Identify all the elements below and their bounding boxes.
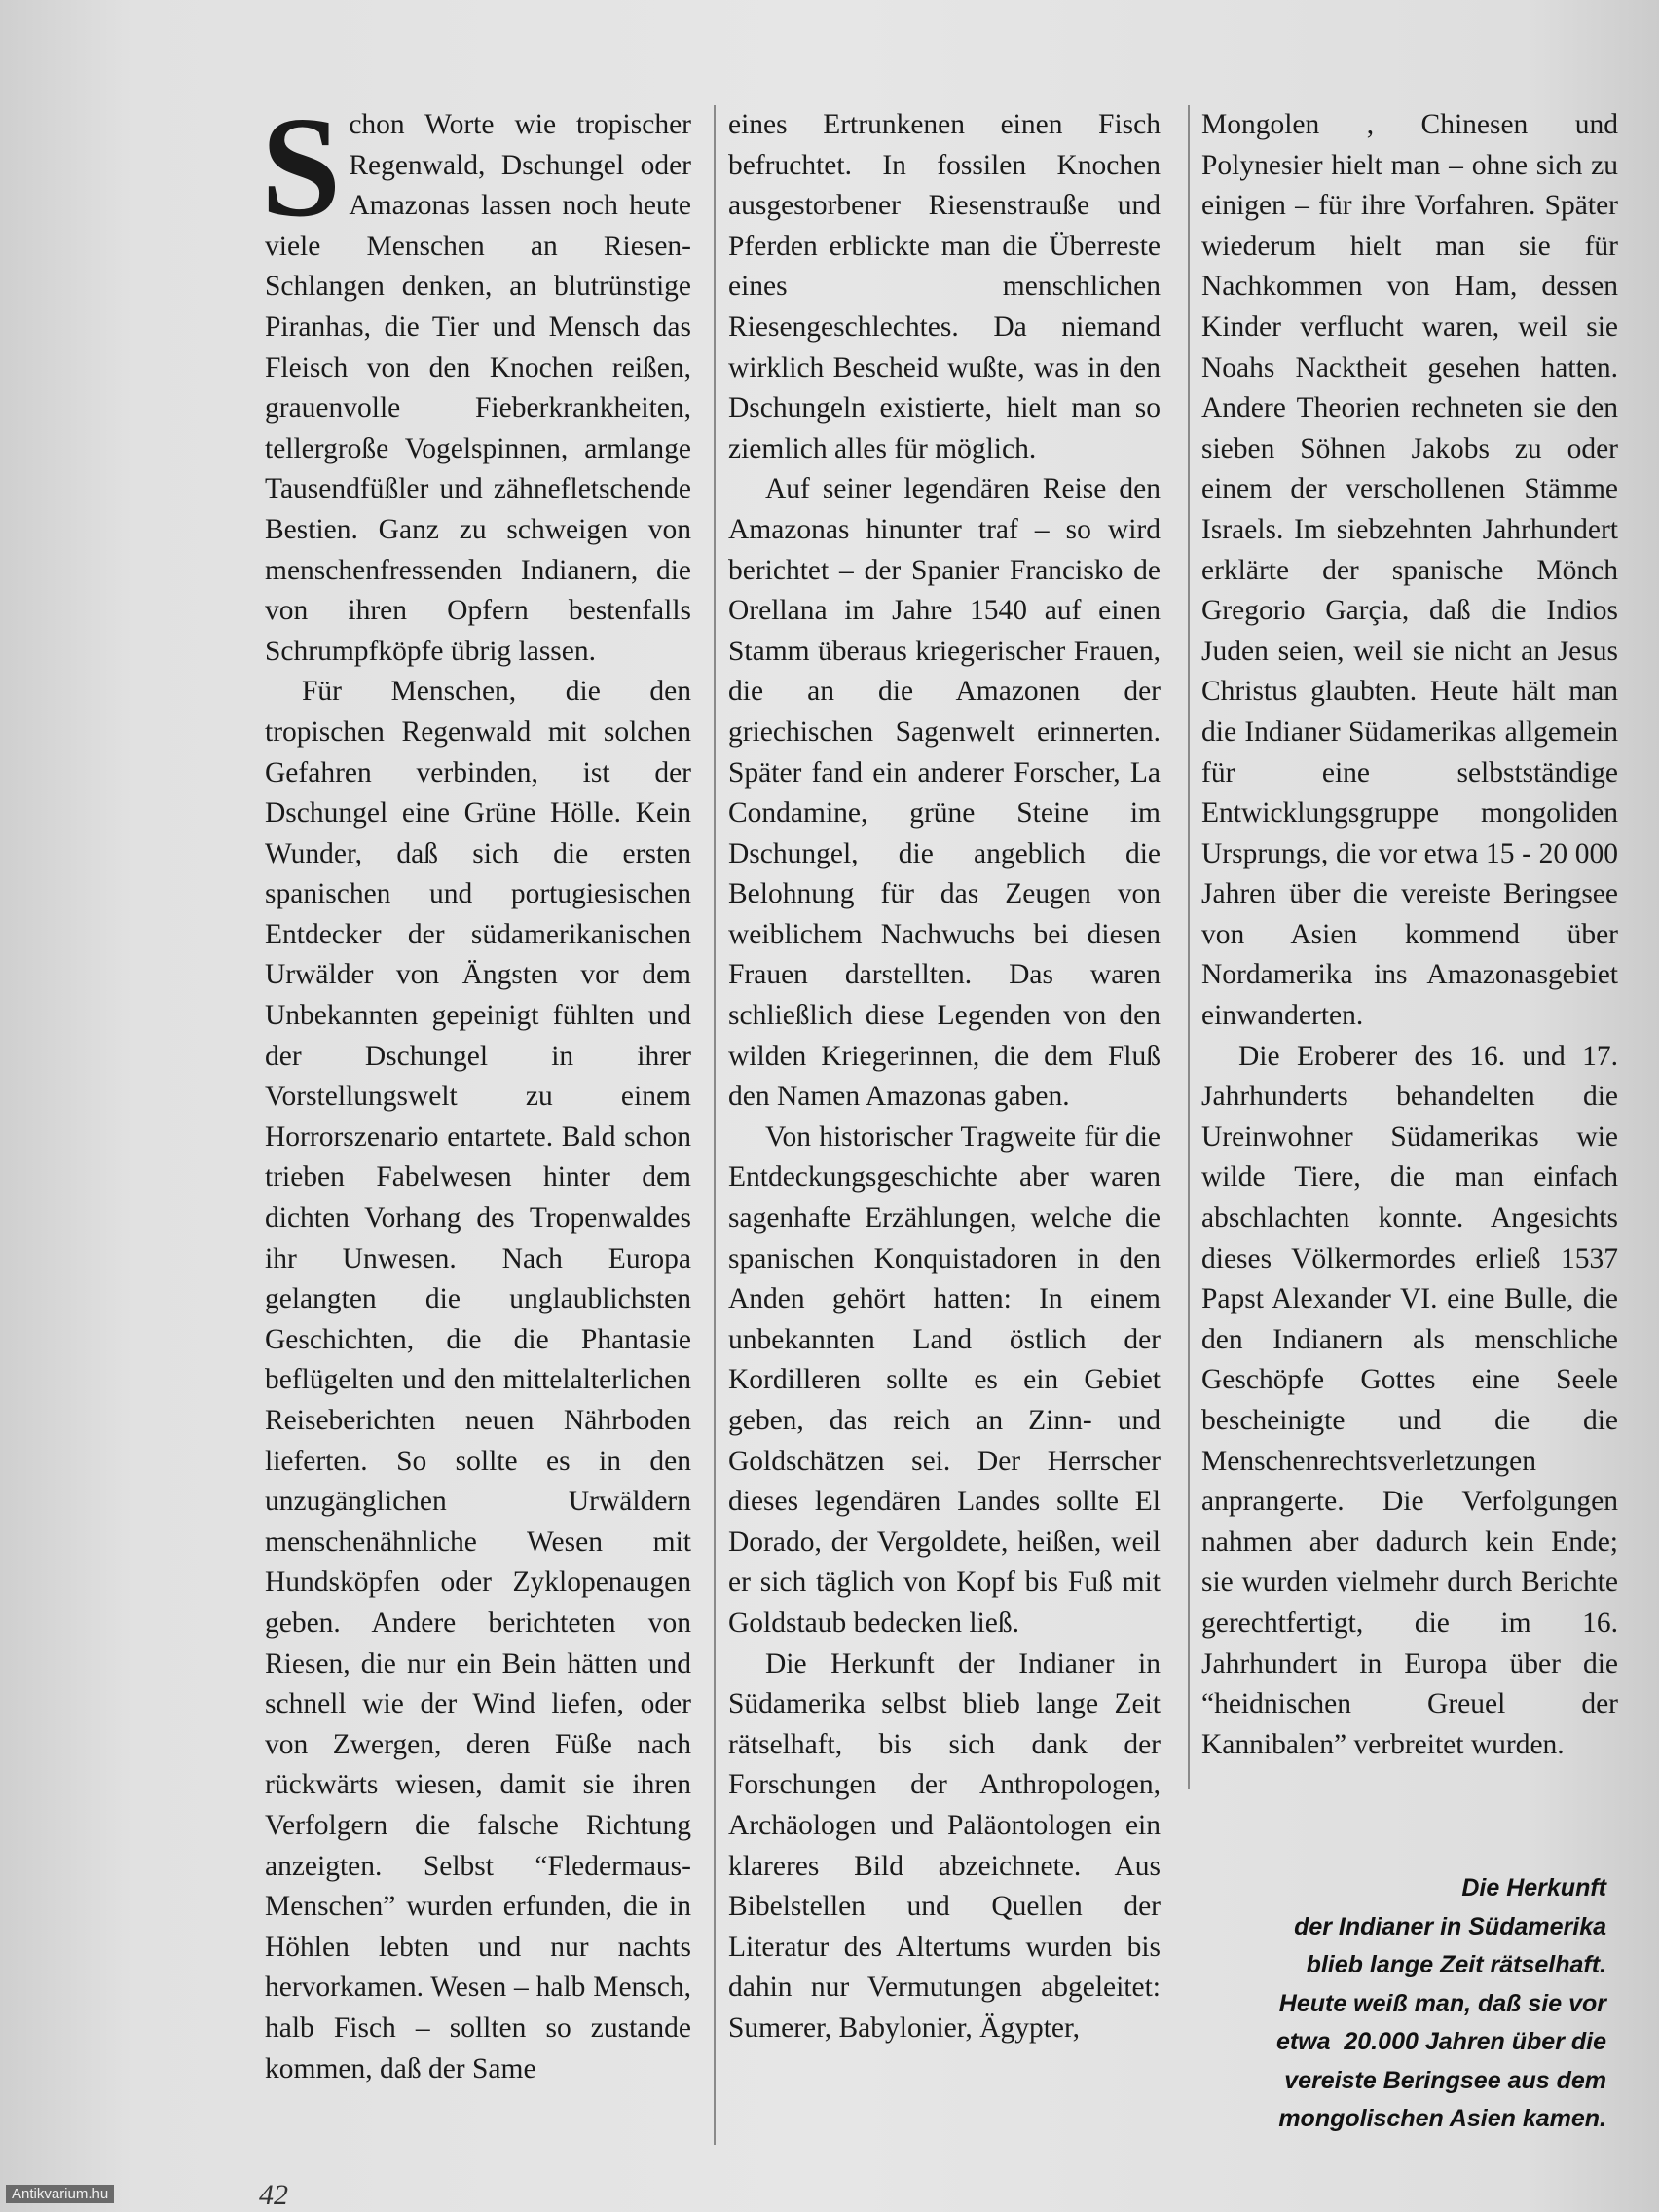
caption-line: Heute weiß man, daß sie vor	[1278, 1989, 1606, 2017]
column-divider-1	[714, 105, 716, 2145]
paragraph-amazons: Auf seiner legendären Reise den Amazonas hinunter traf – so wird berichtet – der Spanier Francisko de Orellana im Jahre 1540 auf einen Stamm überaus kriegerischer Frauen, die an die Amazonen der griechischen Sagenwelt erinnerten. Später fand ein anderer Forscher, La Condamine, grüne Steine im Dschungel, die angeblich die Belohnung für das Zeugen von weiblichem Nachwuchs bei diesen Frauen darstellten. Das waren schließlich diese Legenden von den wilden Kriegerinnen, die dem Fluß den Namen Amazonas gaben.	[728, 473, 1161, 1113]
caption-line: vereiste Beringsee aus dem	[1284, 2066, 1606, 2094]
drop-cap: S	[261, 88, 342, 247]
column-divider-2	[1188, 105, 1190, 1789]
paragraph-el-dorado: Von historischer Tragweite für die Entdeckungsgeschichte aber waren sagenhafte Erzählungen, welche die spanischen Konquistadoren in den Anden gehört hatten: In einem unbekannten Land östlich der Kordilleren sollte es ein Gebiet geben, das reich an Zinn- und Goldschätzen sei. Der Herrscher dieses legendären Landes sollte El Dorado, der Vergoldete, heißen, weil er sich täglich von Kopf bis Fuß mit Goldstaub bedecken ließ.	[728, 1121, 1161, 1639]
caption-line: Die Herkunft	[1461, 1874, 1606, 1901]
page-number: 42	[259, 2179, 288, 2211]
paragraph-intro	[261, 88, 691, 672]
caption-line: mongolischen Asien kamen.	[1278, 2105, 1606, 2132]
paragraph-conquerors: Die Eroberer des 16. und 17. Jahrhunderts behandelten die Ureinwohner Südamerikas wie wilde Tiere, die man einfach abschlachten konnte. Angesichts dieses Völkermordes erließ 1537 Papst Alexander VI. eine Bulle, die den Indianern als menschliche Geschöpfe Gottes eine Seele bescheinigte und die die Menschenrechtsverletzungen anprangerte. Die Verfolgungen nahmen aber dadurch kein Ende; sie wurden vielmehr durch Berichte gerechtfertigt, die im 16. Jahrhundert in Europa über die “heidnischen Greuel der Kannibalen” verbreitet wurden.	[1201, 1040, 1618, 1760]
paragraph-green-hell: Für Menschen, die den tropischen Regenwald mit solchen Gefahren verbinden, ist der Dschungel eine Grüne Hölle. Kein Wunder, daß sich die ersten spanischen und portugiesischen Entdecker der südamerikanischen Urwälder von Ängsten vor dem Unbekannten gepeinigt fühlten und der Dschungel in ihrer Vorstellungswelt zu einem Horrorszenario entartete. Bald schon trieben Fabelwesen hinter dem dichten Vorhang des Tropenwaldes ihr Unwesen. Nach Europa gelangten die unglaublichsten Geschichten, die die Phantasie beflügelten und den mittelalterlichen Reiseberichten neuen Nährboden lieferten. So sollte es in den unzugänglichen Urwäldern menschenähnliche Wesen mit Hundsköpfen oder Zyklopenaugen geben. Andere berichteten von Riesen, die nur ein Bein hätten und schnell wie der Wind liefen, oder von Zwergen, deren Füße nach rückwärts wiesen, damit sie ihren Verfolgern die falsche Richtung anzeigten. Selbst “Fledermaus-Menschen” wurden erfunden, die in Höhlen lebten und nur nachts hervorkamen. Wesen – halb Mensch, halb Fisch – sollten so zustande kommen, daß der Same	[265, 676, 691, 2084]
caption-line: der Indianer in Südamerika	[1294, 1912, 1606, 1940]
pull-quote-caption	[1198, 1869, 1606, 2139]
text-column-2	[728, 105, 1161, 2049]
watermark: Antikvarium.hu	[6, 2185, 114, 2203]
text-column-3	[1201, 105, 1618, 1765]
paragraph-origin-continued: Mongolen , Chinesen und Polynesier hielt man – ohne sich zu einigen – für ihre Vorfahren. Später wiederum hielt man sie für Nachkommen von Ham, dessen Kinder verflucht waren, weil sie Noahs Nacktheit gesehen hatten. Andere Theorien rechneten sie den sieben Söhnen Jakobs zu oder einem der verschollenen Stämme Israels. Im siebzehnten Jahrhundert erklärte der spanische Mönch Gregorio Garçia, daß die Indios Juden seien, weil sie nicht an Jesus Christus glaubten. Heute hält man die Indianer Südamerikas allgemein für eine selbstständige Entwicklungsgruppe mongoliden Ursprungs, die vor etwa 15 - 20 000 Jahren über die vereiste Beringsee von Asien kommend über Nordamerika ins Amazonasgebiet einwanderten.	[1201, 109, 1618, 1032]
caption-line: blieb lange Zeit rätselhaft.	[1306, 1951, 1606, 1978]
paragraph-green-hell-continued: eines Ertrunkenen einen Fisch befruchtet. In fossilen Knochen ausgestorbener Riesenstrauße und Pferden erblickte man die Überreste eines menschlichen Riesengeschlechtes. Da niemand wirklich Bescheid wußte, was in den Dschungeln existierte, hielt man so ziemlich alles für möglich.	[728, 109, 1161, 464]
paragraph-intro-text: chon Worte wie tropischer Regenwald, Dschungel oder Amazonas lassen noch heute viele Menschen an Riesen-Schlangen denken, an blutrünstige Piranhas, die Tier und Mensch das Fleisch von den Knochen reißen, grauenvolle Fieberkrankheiten, tellergroße Vogelspinnen, armlange Tausendfüßler und zähnefletschende Bestien. Ganz zu schweigen von menschenfressenden Indianern, die von ihren Opfern bestenfalls Schrumpfköpfe übrig lassen.	[265, 109, 691, 667]
text-column-1	[261, 88, 691, 2089]
paragraph-origin: Die Herkunft der Indianer in Südamerika selbst blieb lange Zeit rätselhaft, bis sich dank der Forschungen der Anthropologen, Archäologen und Paläontologen ein klareres Bild abzeichnete. Aus Bibelstellen und Quellen der Literatur des Altertums wurden bis dahin nur Vermutungen abgeleitet: Sumerer, Babylonier, Ägypter,	[728, 1647, 1161, 2044]
caption-line: etwa 20.000 Jahren über die	[1275, 2028, 1606, 2055]
